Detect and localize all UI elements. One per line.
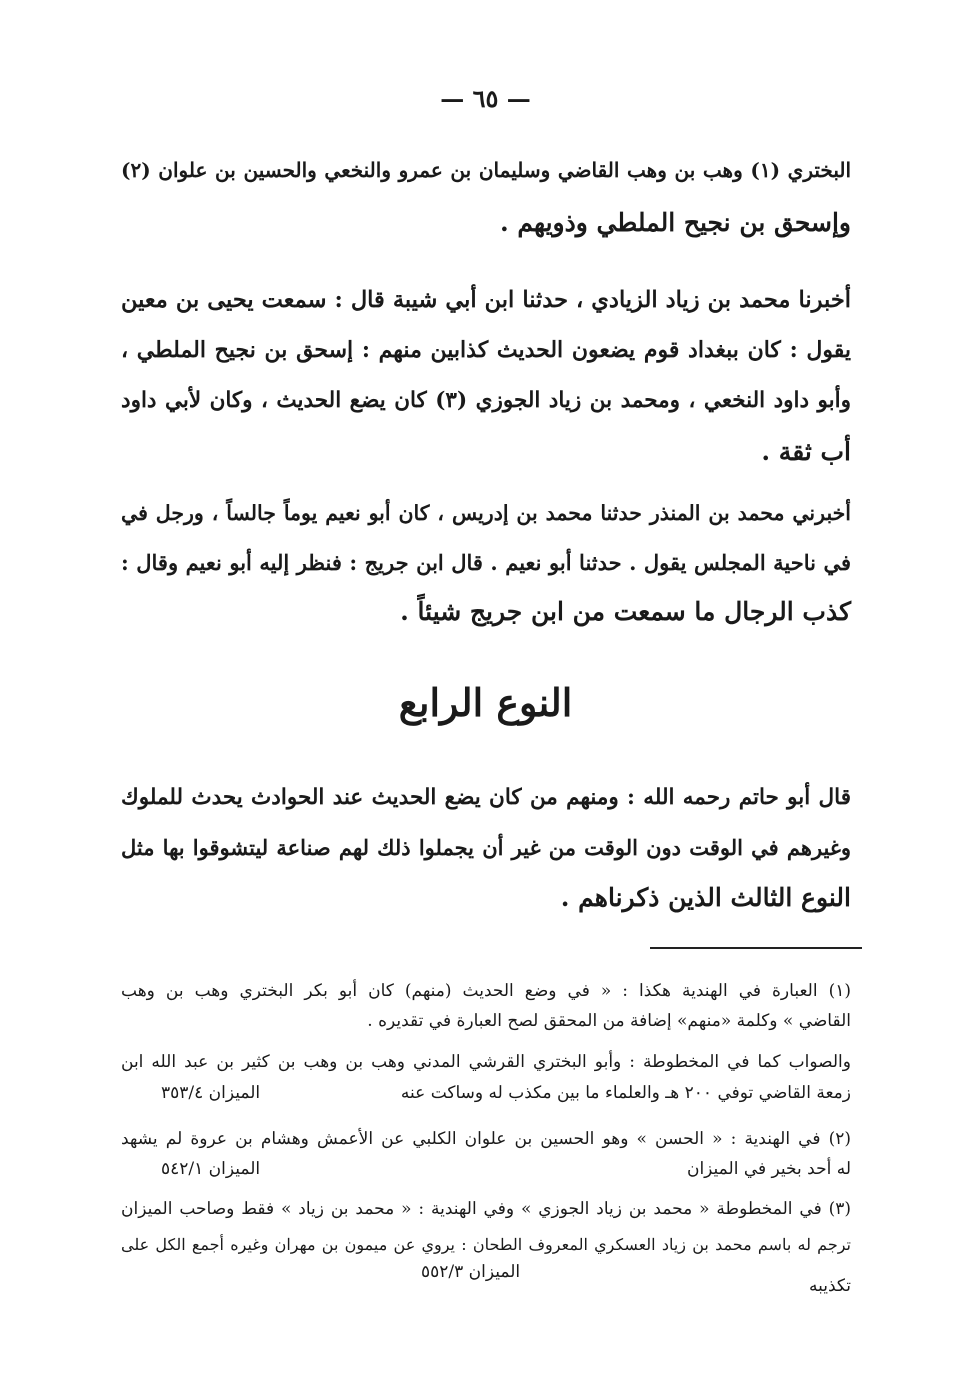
section-heading: النوع الرابع: [398, 680, 573, 725]
paragraph-1-line-2: وإسحق بن نجيح الملطي وذويهم .: [500, 208, 851, 237]
footnote-1-line-2: القاضي » وكلمة «منهم» إضافة من المحقق لصح العبارة في تقديره .: [367, 1011, 851, 1031]
paragraph-3-line-3: كذب الرجال ما سمعت من ابن جريج شيئاً .: [400, 597, 851, 626]
footnote-1b-line-1: والصواب كما في المخطوطة : وأبو البختري القرشي المدني وهب بن وهب بن كثير بن عبد الله ابن: [121, 1052, 851, 1072]
footnote-1-line-1: (١) العبارة في الهندية هكذا : « في وضع الحديث (منهم) كان أبو بكر البختري وهب بن وهب: [121, 981, 851, 1001]
paragraph-1-line-1: البختري (١) وهب بن وهب القاضي وسليمان بن عمرو والنخعي والحسين بن علوان (٢): [121, 158, 852, 182]
paragraph-2-line-4: أب ثقة .: [761, 437, 851, 466]
footnote-3-line-3: [121, 1262, 851, 1296]
paragraph-2-line-2: يقول : كان ببغداد قوم يضعون الحديث كذابين منهم : إسحق بن نجيح الملطي ،: [121, 337, 851, 363]
paragraph-2-line-3: وأبو داود النخعي ، ومحمد بن زياد الجوزي (٣) كان يضع الحديث ، وكان لأبي داود: [121, 388, 851, 413]
footnote-3-line-1: (٣) في المخطوطة « محمد بن زياد الجوزي » وفي الهندية : « محمد بن زياد » فقط وصاحب الميزان: [121, 1199, 851, 1219]
section-paragraph-line-3: النوع الثالث الذين ذكرناهم .: [560, 883, 851, 912]
footnote-2-line-1: (٢) في الهندية : « الحسن » وهو الحسين بن علوان الكلبي عن الأعمش وهشام بن عروة لم يشهد: [121, 1129, 851, 1149]
section-paragraph-line-2: وغيرهم في الوقت دون الوقت من غير أن يجملوا ذلك لهم صناعة ليتشوقوا بها مثل: [121, 835, 851, 860]
footnote-2-line-2: [121, 1156, 851, 1182]
footnote-2-reference: الميزان ٥٤٢/١: [161, 1159, 261, 1179]
footnote-1b-line-2: [121, 1080, 851, 1106]
footnote-separator: [650, 947, 862, 949]
paragraph-2-line-1: أخبرنا محمد بن زياد الزيادي ، حدثنا ابن أبي شيبة قال : سمعت يحيى بن معين: [121, 287, 851, 313]
footnote-3-text: تكذيبه: [808, 1276, 851, 1296]
page-number: — ٦٥ —: [440, 84, 531, 113]
footnote-3-line-2: ترجم له باسم محمد بن زياد العسكري المعروف الطحان : يروي عن ميمون بن مهران وغيره أجمع الكل على: [121, 1235, 851, 1254]
footnote-1b-reference: الميزان ٣٥٣/٤: [161, 1083, 261, 1103]
section-paragraph-line-1: قال أبو حاتم رحمه الله : ومنهم من كان يضع الحديث عند الحوادث يحدث للملوك: [121, 785, 851, 810]
paragraph-3-line-2: في ناحية المجلس يقول . حدثنا أبو نعيم . قال ابن جريج : فنظر إليه أبو نعيم وقال :: [121, 550, 851, 575]
footnote-1b-text: زمعة القاضي توفي ٢٠٠ هـ والعلماء ما بين مكذب له وساكت عنه: [400, 1083, 851, 1103]
footnote-2-text: له أحد بخير في الميزان: [686, 1159, 851, 1179]
paragraph-3-line-1: أخبرني محمد بن المنذر حدثنا محمد بن إدريس ، كان أبو نعيم يوماً جالساً ، ورجل في: [121, 501, 851, 525]
footnote-3-reference: الميزان ٥٥٢/٣: [421, 1262, 521, 1282]
